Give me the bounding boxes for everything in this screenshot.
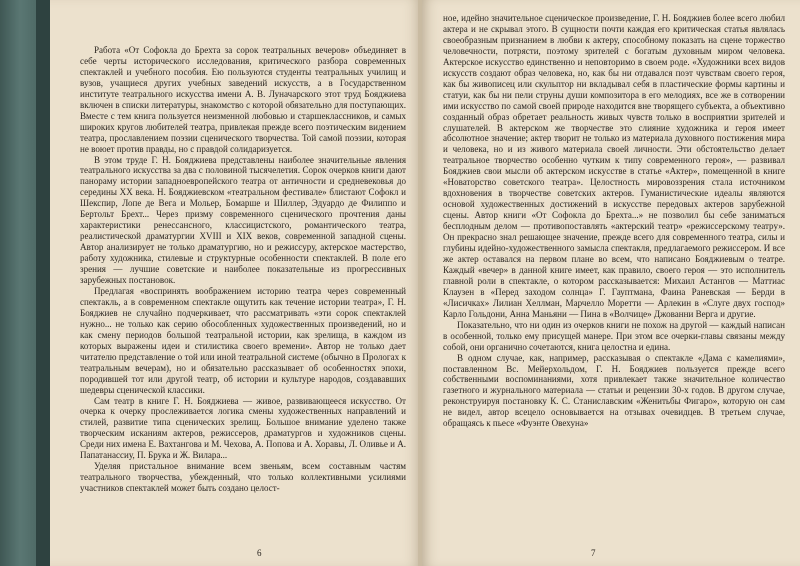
paragraph: Предлагая «воспринять воображением историю театра через современный спектакль, а в современном спектакле ощутить как течение истории театра», Г. Н. Бояджиев не случайно подчеркивает, что рассматривать «эти сорок спектаклей нужно... не только как серию обособленных художественных произведений, но и как смену периодов большой театральной истории, как зрелища, в каждом из которых выражены идеи и стилистика своего времени». Автор не только дает читателю представление о той или иной театральной системе (обычно в Прологах к театральным вечерам), но и обязательно рассказывает об особенностях эпохи, породившей тот или другой театр, об истории и культуре народов, создававших шедевры сценической классики. [80,285,406,395]
left-page-text [80,45,406,494]
book-spine-strip [36,0,50,566]
paragraph: Показательно, что ни один из очерков книги не похож на другой — каждый написан в особенной, только ему присущей манере. При этом все очерки-главы связаны между собой, они органично сочетаются, книга целостна и едина. [443,319,785,352]
paragraph: В одном случае, как, например, рассказывая о спектакле «Дама с камелиями», поставленном Вс. Мейерхольдом, Г. Н. Бояджиев пользуется прежде всего собственными воспоминаниями, хотя привлекает также значительное количество газетного и журнального материала — статьи и рецензии 30-х годов. В другом случае, реконструируя постановку К. С. Станиславским «Женитьбы Фигаро», которую он сам не видел, автор всецело основывается на отзывах очевидцев. В третьем случае, обращаясь к пьесе «Фуэнте Овехуна» [443,352,785,429]
paragraph: Сам театр в книге Г. Н. Бояджиева — живое, развивающееся искусство. От очерка к очерку прослеживается логика смены художественных направлений и стилей, развитие типа сценических зрелищ. Большое внимание уделено также творческим исканиям актеров, режиссеров, драматургов и художников сцены. Среди них имена Е. Вахтангова и М. Чехова, А. Попова и А. Хоравы, Л. Оливье и А. Папатанассиу, П. Брука и Ж. Вилара... [80,395,407,461]
paragraph: ное, идейно значительное сценическое произведение, Г. Н. Бояджиев более всего любил актера и не скрывал этого. В сущности почти каждая его критическая статья являлась своеобразным признанием в любви к актеру, способному показать на сцене торжество человечности, потрясти, поэтому зрителей с богатым духовным миром человека. Актерское искусство единственно и неповторимо в своем роде. «Художники всех видов искусств создают образ человека, но, как бы ни отдавался поэт чувствам своего героя, как бы живописец или скульптор ни вкладывал себя в пластические формы картины и статуи, как бы ни пели струны души композитора в его мелодиях, все же в сотворении ими искусство по самой своей природе находится вне творящего субъекта, а объективно созданный образ обретает реальность живых чувств только в восприятии зрителей и слушателей. В актерском же творчестве это слияние художника и героя имеет абсолютное значение; актер творит не только из материала духовного постижения мира и человека, но и из живого материала своей личности. Эти обстоятельство делает театральное творчество особенно чутким к типу современного героя», — развивал Бояджиев свои мысли об актерском искусстве в статье «Актер», помещенной в книге «Новаторство советского театра». Целостность мировоззрения стала источником вдохновения в творчестве советских актеров. Гуманистические идеалы являются основой художественных достижений в искусстве передовых актеров зарубежной сцены. Автор книги «От Софокла до Брехта...» не позволил бы себе заниматься бесплодным делом — противопоставлять «актерский театр» «режиссерскому театру». Он прекрасно знал решающее значение, прежде всего для современного театра, силы и глубины идейно-художественного замысла спектакля, предлагаемого режиссером. И все же актер оставался на первом плане во всем, что написано Бояджиевым о театре. Каждый «вечер» в данной книге имеет, как правило, своего героя — это исполнитель главной роли в спектакле, о котором рассказывается: Михаил Астангов — Маттиас Клаузен в «Перед заходом солнца» Г. Гауптмана, Фаина Раневская — Берди в «Лисичках» Лилиан Хеллман, Марчелло Моретти — Арлекин в «Слуге двух господ» Карло Гольдони, Анна Маньяни — Пина в «Волчице» Джованни Верга и другие. [443,13,785,319]
paragraph: Работа «От Софокла до Брехта за сорок театральных вечеров» объединяет в себе черты исторического исследования, критического разбора современных спектаклей и учебного пособия. Ею пользуются студенты театральных училищ и вузов, учащиеся других учебных заведений искусств, а в Государственном институте театрального искусства имени А. В. Луначарского этот труд Бояджиева включен в списки литературы, знакомство с которой обязательно для поступающих. Вместе с тем книга пользуется неизменной любовью и старшеклассников, и самых широких кругов любителей театра, привлекая прежде всего поэтическим видением театра, прославлением поэзии сценического творчества. Той самой поэзии, которая не воюет против правды, но с правдой солидаризуется. [80,45,406,154]
paragraph: Уделяя пристальное внимание всем звеньям, всем составным частям театрального творчества, убежденный, что только коллективными усилиями участников спектаклей может быть создано целост- [80,461,406,494]
left-page [50,0,420,566]
right-page [420,0,800,566]
right-page-text [443,13,785,429]
book-gutter [418,0,422,566]
page-number: 7 [591,548,596,558]
paragraph: В этом труде Г. Н. Бояджиева представлены наиболее значительные явления театрального искусства за два с половиной тысячелетия. Сорок очерков книги дают панораму истории западноевропейского театра от античности и средневековья до середины XX века. Н. Бояджиевском «театральном фестивале» блистают Софокл и Шекспир, Лопе де Вега и Мольер, Бомарше и Шиллер, Эдуардо де Филиппо и Бертольт Брехт... Через призму современного сценического прочтения даны характеристики ренессансного, классицистского, романтического театра, реалистической драматургии XVIII и XIX веков, современной западной сцены. Автор анализирует не только драматургию, но и режиссуру, актерское мастерство, работу художника, стилевые и структурные особенности спектаклей. В поле его зрения — лучшие советские и наиболее показательные из прогрессивных зарубежных постановок. [80,154,406,286]
page-number: 6 [257,548,262,558]
